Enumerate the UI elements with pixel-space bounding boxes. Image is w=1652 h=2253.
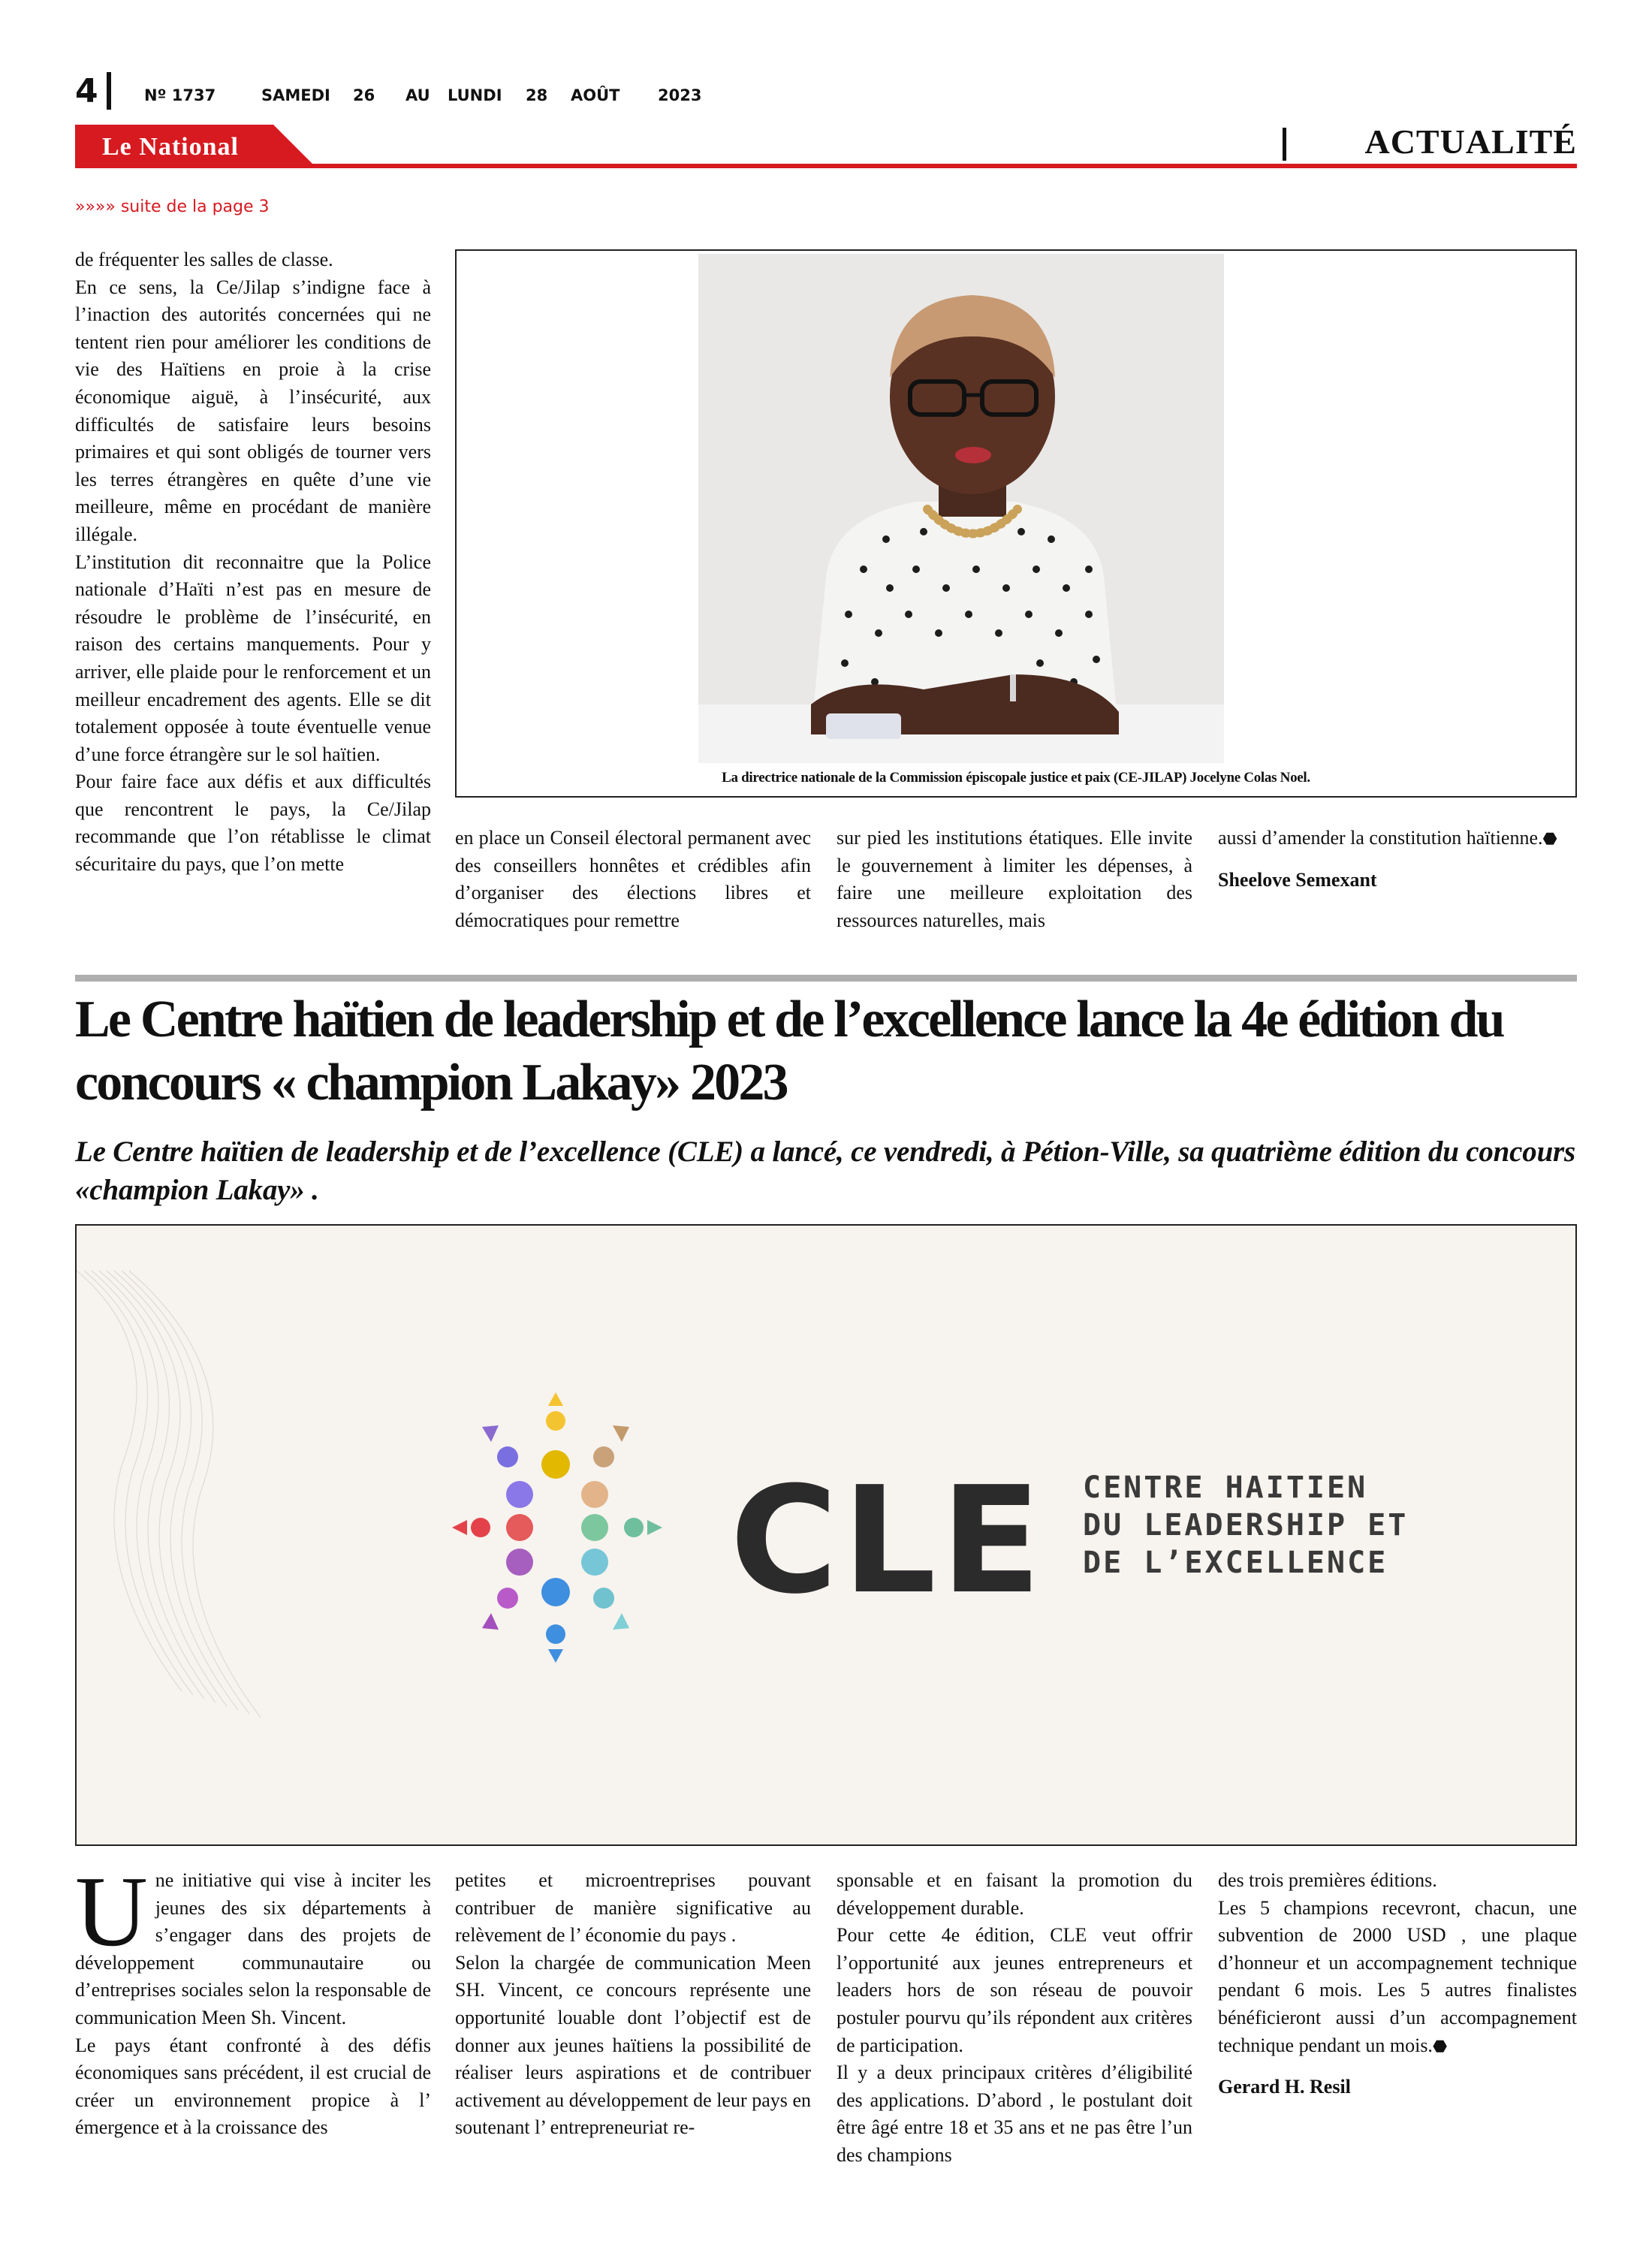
date-num-end: 28 bbox=[526, 86, 548, 104]
article2-column-1 bbox=[75, 1856, 431, 2142]
cle-tagline-line-1: CENTRE HAITIEN bbox=[1083, 1470, 1368, 1505]
article1-column-3 bbox=[837, 825, 1192, 934]
paragraph-text: aussi d’amender la constitution haïtienne. bbox=[1218, 827, 1543, 849]
section-label: ACTUALITÉ bbox=[1364, 122, 1577, 161]
photo-frame bbox=[455, 249, 1577, 798]
paragraph: de fréquenter les salles de classe. bbox=[75, 249, 333, 270]
continued-from: »»»» suite de la page 3 bbox=[75, 198, 270, 216]
date-day-end: LUNDI bbox=[448, 86, 502, 104]
author-byline: Gerard H. Resil bbox=[1218, 2076, 1351, 2098]
cle-tagline-line-2: DU LEADERSHIP ET bbox=[1083, 1508, 1409, 1543]
article1-column-4 bbox=[1218, 825, 1577, 894]
article1-column-1 bbox=[75, 246, 431, 879]
paragraph: sponsable et en faisant la promotion du développement durable. bbox=[837, 1869, 1192, 1919]
paragraph: Pour faire face aux défis et aux difficultés que rencontrent le pays, la Ce/Jilap recommande que l’on rétablisse le climat sécuritaire du pays, que l’on mette bbox=[75, 771, 431, 876]
author-byline: Sheelove Semexant bbox=[1218, 868, 1377, 891]
paragraph: En ce sens, la Ce/Jilap s’indigne face à l’inaction des autorités concernées qui ne tentent rien pour améliorer les conditions de vie des Haïtiens en proie à la crise économique aiguë, à l’insécurité, aux difficultés de satisfaire leurs besoins primaires et qui sont obligés de tourner vers les terres étrangères en quête d’une vie meilleure, même en procédant de manière illégale. bbox=[75, 276, 431, 545]
paragraph-text: Les 5 champions recevront, chacun, une subvention de 2000 USD , une plaque d’honneur et un accompagnement technique pendant 6 mois. Les 5 autres finalistes bénéficieront aussi d’un accompagnement technique pendant un mois. bbox=[1218, 1896, 1577, 2056]
article2-column-2 bbox=[455, 1867, 811, 2142]
issue-number: Nº 1737 bbox=[144, 86, 216, 104]
article1-column-2 bbox=[455, 825, 811, 934]
paragraph bbox=[75, 1856, 431, 2032]
cle-tagline-line-3: DE L’EXCELLENCE bbox=[1083, 1546, 1388, 1580]
photo-caption: La directrice nationale de la Commission épiscopale justice et paix (CE-JILAP) Jocelyne Colas Noel. bbox=[722, 770, 1310, 786]
paragraph: des trois premières éditions. bbox=[1218, 1869, 1437, 1891]
paragraph-text: ne initiative qui vise à inciter les jeunes des six départements à s’engager dans des projets de développement communautaire ou d’entreprises sociales selon la responsable de communication Meen Sh. Vincent. bbox=[75, 1869, 431, 2028]
brand-logo: Le National bbox=[102, 133, 239, 161]
portrait-photo bbox=[698, 254, 1224, 763]
paragraph: petites et microentreprises pouvant contribuer de manière significative au relèvement de l’ économie du pays . bbox=[455, 1869, 811, 1947]
page-number: 4 bbox=[75, 72, 98, 110]
paragraph bbox=[1218, 825, 1577, 853]
date-month: AOÛT bbox=[571, 86, 620, 104]
date-year: 2023 bbox=[658, 86, 702, 104]
end-mark-icon: ⬣ bbox=[1432, 2036, 1448, 2055]
date-au: AU bbox=[405, 86, 430, 104]
paragraph: L’institution dit reconnaitre que la Police nationale d’Haïti n’est pas en mesure de résoudre le problème de l’insécurité, en raison des certains manquements. Pour y arriver, elle plaide pour le renforcement et un meilleur encadrement des agents. Elle se dit totalement opposée à toute éventuelle venue d’une force étrangère sur le sol haïtien. bbox=[75, 550, 431, 765]
article-divider bbox=[75, 975, 1577, 982]
page-number-divider bbox=[107, 72, 111, 110]
drop-cap: U bbox=[75, 1856, 148, 1967]
date-num-start: 26 bbox=[353, 86, 375, 104]
article2-column-3 bbox=[837, 1867, 1192, 2170]
article2-column-4 bbox=[1218, 1867, 1577, 2101]
header-rule bbox=[75, 164, 1577, 168]
paragraph: Pour cette 4e édition, CLE veut offrir l’opportunité aux jeunes entrepreneurs et leaders hors de son réseau de pouvoir postuler pourvu qu’ils répondent aux critères de participation. bbox=[837, 1924, 1192, 2056]
date-day-start: SAMEDI bbox=[261, 86, 330, 104]
cle-wordmark: CLE bbox=[730, 1455, 1046, 1627]
paragraph: Il y a deux principaux critères d’éligibilité des applications. D’abord , le postulant doit être âgé entre 18 et 35 ans et ne pas être l’un des champions bbox=[837, 2061, 1192, 2166]
paragraph: sur pied les institutions étatiques. Elle invite le gouvernement à limiter les dépenses, à faire une meilleure exploitation des ressources naturelles, mais bbox=[837, 827, 1192, 931]
paragraph: en place un Conseil électoral permanent avec des conseillers honnêtes et crédibles afin d’organiser des élections libres et démocratiques pour remettre bbox=[455, 827, 811, 931]
cle-emblem-icon bbox=[437, 1383, 722, 1684]
article-headline: Le Centre haïtien de leadership et de l’excellence lance la 4e édition du concours « champion Lakay» 2023 bbox=[75, 991, 1503, 1111]
cle-logo-image bbox=[75, 1224, 1577, 1846]
article-deck: Le Centre haïtien de leadership et de l’excellence (CLE) a lancé, ce vendredi, à Pétion-Ville, sa quatrième édition du concours «champion Lakay» . bbox=[75, 1136, 1576, 1206]
paragraph: Selon la chargée de communication Meen SH. Vincent, ce concours représente une opportunité louable dont l’objectif est de donner aux jeunes haïtiens la possibilité de réaliser leurs aspirations et de contribuer activement au développement de leur pays en soutenant l’ entrepreneuriat re- bbox=[455, 1951, 811, 2139]
end-mark-icon: ⬣ bbox=[1542, 829, 1557, 848]
paragraph: Le pays étant confronté à des défis économiques sans précédent, il est crucial de créer un environnement propice à l’ émergence et à la croissance des bbox=[75, 2034, 431, 2139]
paragraph bbox=[1218, 1895, 1577, 2061]
section-separator bbox=[1283, 128, 1286, 161]
